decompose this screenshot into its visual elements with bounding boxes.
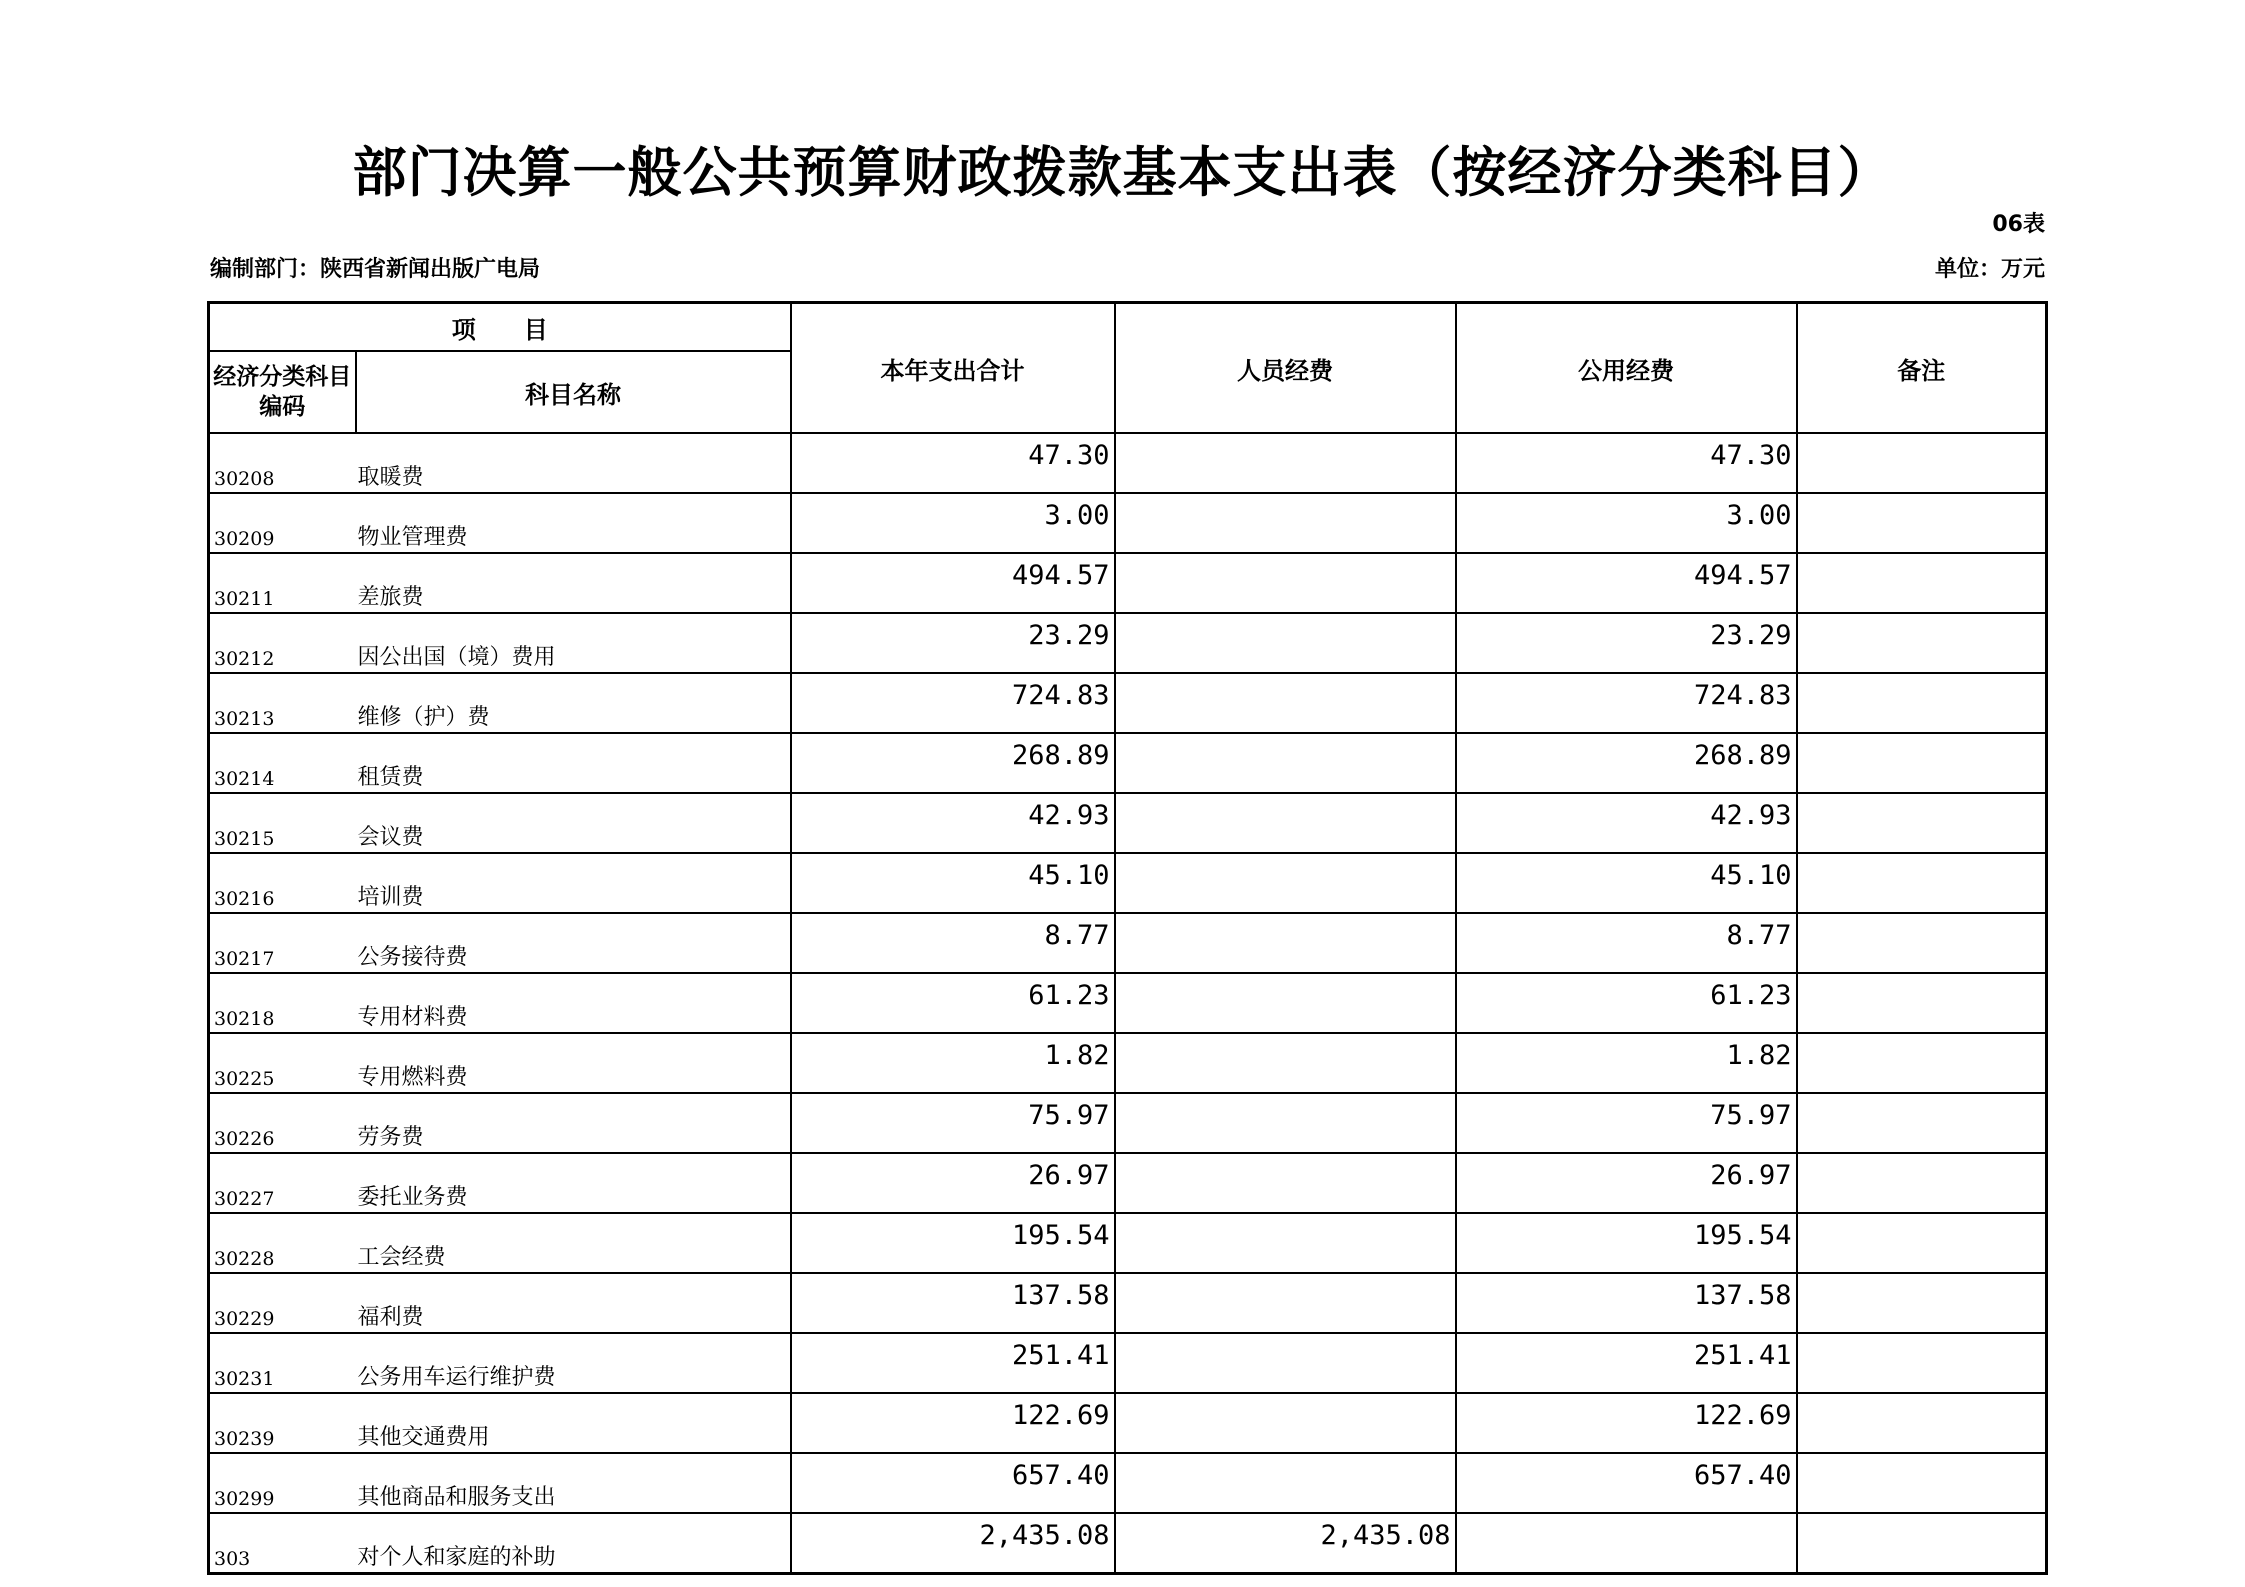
table-row [209,553,2047,613]
table-row [209,1153,2047,1213]
row-name-text: 会议费 [357,825,424,850]
row-name-text: 租赁费 [357,765,424,790]
row-code: 30211 [209,553,356,613]
row-code: 30218 [209,973,356,1033]
row-name-text: 取暖费 [357,465,424,490]
row-name [356,673,791,733]
row-public [1456,1513,1797,1574]
table-number: 06表 [1992,212,2045,237]
row-code: 30231 [209,1333,356,1393]
row-remark [1797,793,2047,853]
row-public: 195.54 [1456,1213,1797,1273]
row-code: 30226 [209,1093,356,1153]
row-remark [1797,1513,2047,1574]
row-remark [1797,1393,2047,1453]
row-personnel [1115,493,1456,553]
row-public: 47.30 [1456,433,1797,493]
row-public: 3.00 [1456,493,1797,553]
personnel-header: 人员经费 [1115,303,1456,434]
row-remark [1797,1033,2047,1093]
row-code: 30216 [209,853,356,913]
row-total: 1.82 [791,1033,1115,1093]
row-total: 724.83 [791,673,1115,733]
table-row [209,493,2047,553]
row-name-text: 维修（护）费 [357,705,490,730]
table-row [209,733,2047,793]
row-total: 45.10 [791,853,1115,913]
row-personnel [1115,913,1456,973]
public-header: 公用经费 [1456,303,1797,434]
row-public: 268.89 [1456,733,1797,793]
table-row [209,1093,2047,1153]
row-remark [1797,493,2047,553]
row-code: 30299 [209,1453,356,1513]
row-total: 268.89 [791,733,1115,793]
name-header: 科目名称 [356,351,791,433]
table-row [209,913,2047,973]
row-total: 47.30 [791,433,1115,493]
row-name-text: 其他交通费用 [357,1425,490,1450]
table-row [209,613,2047,673]
row-total: 251.41 [791,1333,1115,1393]
row-personnel [1115,1213,1456,1273]
row-name [356,1513,791,1574]
row-total: 26.97 [791,1153,1115,1213]
row-public: 8.77 [1456,913,1797,973]
row-name [356,493,791,553]
table-row [209,1393,2047,1453]
row-personnel [1115,733,1456,793]
row-code: 30213 [209,673,356,733]
row-personnel [1115,1453,1456,1513]
unit-label: 单位：万元 [1934,257,2045,282]
row-personnel [1115,1333,1456,1393]
row-name [356,733,791,793]
row-public: 75.97 [1456,1093,1797,1153]
row-code: 30214 [209,733,356,793]
row-personnel [1115,553,1456,613]
row-public: 26.97 [1456,1153,1797,1213]
row-name [356,1213,791,1273]
row-personnel: 2,435.08 [1115,1513,1456,1574]
row-remark [1797,733,2047,793]
item-header: 项 目 [209,303,791,352]
row-name [356,1453,791,1513]
row-code: 303 [209,1513,356,1574]
row-public: 45.10 [1456,853,1797,913]
row-name-text: 其他商品和服务支出 [357,1485,556,1510]
row-total: 3.00 [791,493,1115,553]
row-code: 30209 [209,493,356,553]
row-personnel [1115,1153,1456,1213]
row-name-text: 因公出国（境）费用 [357,645,556,670]
row-remark [1797,1453,2047,1513]
row-name [356,433,791,493]
row-personnel [1115,433,1456,493]
row-name [356,1393,791,1453]
row-name [356,1273,791,1333]
table-row [209,433,2047,493]
row-code: 30227 [209,1153,356,1213]
page-title: 部门决算一般公共预算财政拨款基本支出表（按经济分类科目） [352,141,1893,204]
row-total: 75.97 [791,1093,1115,1153]
row-code: 30239 [209,1393,356,1453]
row-public: 657.40 [1456,1453,1797,1513]
row-name [356,553,791,613]
row-personnel [1115,1093,1456,1153]
row-remark [1797,1153,2047,1213]
remark-header: 备注 [1797,303,2047,434]
row-public: 23.29 [1456,613,1797,673]
row-name [356,913,791,973]
table-row [209,1033,2047,1093]
total-header: 本年支出合计 [791,303,1115,434]
table-row [209,673,2047,733]
table-row [209,1273,2047,1333]
row-remark [1797,853,2047,913]
row-public: 724.83 [1456,673,1797,733]
row-remark [1797,1273,2047,1333]
row-name-text: 福利费 [357,1305,424,1330]
row-remark [1797,553,2047,613]
row-code: 30229 [209,1273,356,1333]
row-total: 195.54 [791,1213,1115,1273]
row-name [356,1333,791,1393]
row-remark [1797,673,2047,733]
row-total: 23.29 [791,613,1115,673]
row-code: 30208 [209,433,356,493]
row-remark [1797,973,2047,1033]
row-public: 251.41 [1456,1333,1797,1393]
row-total: 122.69 [791,1393,1115,1453]
row-code: 30228 [209,1213,356,1273]
row-name [356,793,791,853]
row-total: 494.57 [791,553,1115,613]
table-row [209,793,2047,853]
code-header: 经济分类科目编码 [209,351,356,433]
row-personnel [1115,973,1456,1033]
row-name-text: 物业管理费 [357,525,468,550]
row-personnel [1115,1393,1456,1453]
row-remark [1797,1333,2047,1393]
table-row [209,1453,2047,1513]
row-remark [1797,433,2047,493]
row-total: 657.40 [791,1453,1115,1513]
row-name-text: 专用材料费 [357,1005,468,1030]
row-remark [1797,913,2047,973]
row-code: 30215 [209,793,356,853]
table-row [209,973,2047,1033]
row-name [356,853,791,913]
row-personnel [1115,1033,1456,1093]
row-name [356,973,791,1033]
row-personnel [1115,613,1456,673]
row-name-text: 劳务费 [357,1125,424,1150]
row-name [356,1033,791,1093]
row-public: 494.57 [1456,553,1797,613]
row-public: 42.93 [1456,793,1797,853]
row-name-text: 专用燃料费 [357,1065,468,1090]
row-name [356,1093,791,1153]
row-code: 30225 [209,1033,356,1093]
row-personnel [1115,793,1456,853]
row-name-text: 公务用车运行维护费 [357,1365,556,1390]
row-personnel [1115,1273,1456,1333]
row-remark [1797,613,2047,673]
header-row [209,303,2047,352]
row-public: 1.82 [1456,1033,1797,1093]
table-row [209,1333,2047,1393]
row-public: 61.23 [1456,973,1797,1033]
table-row [209,1213,2047,1273]
row-public: 137.58 [1456,1273,1797,1333]
row-total: 61.23 [791,973,1115,1033]
row-personnel [1115,853,1456,913]
expenditure-table [207,301,2048,1575]
row-public: 122.69 [1456,1393,1797,1453]
row-name-text: 公务接待费 [357,945,468,970]
row-remark [1797,1093,2047,1153]
row-total: 2,435.08 [791,1513,1115,1574]
row-name-text: 培训费 [357,885,424,910]
row-name [356,1153,791,1213]
department-label: 编制部门：陕西省新闻出版广电局 [210,257,541,282]
row-total: 42.93 [791,793,1115,853]
row-code: 30212 [209,613,356,673]
row-remark [1797,1213,2047,1273]
table-row [209,853,2047,913]
row-code: 30217 [209,913,356,973]
row-name-text: 差旅费 [357,585,424,610]
row-total: 8.77 [791,913,1115,973]
table-row [209,1513,2047,1574]
row-total: 137.58 [791,1273,1115,1333]
row-name [356,613,791,673]
row-name-text: 对个人和家庭的补助 [357,1545,556,1570]
row-name-text: 工会经费 [357,1245,446,1270]
row-name-text: 委托业务费 [357,1185,468,1210]
row-personnel [1115,673,1456,733]
